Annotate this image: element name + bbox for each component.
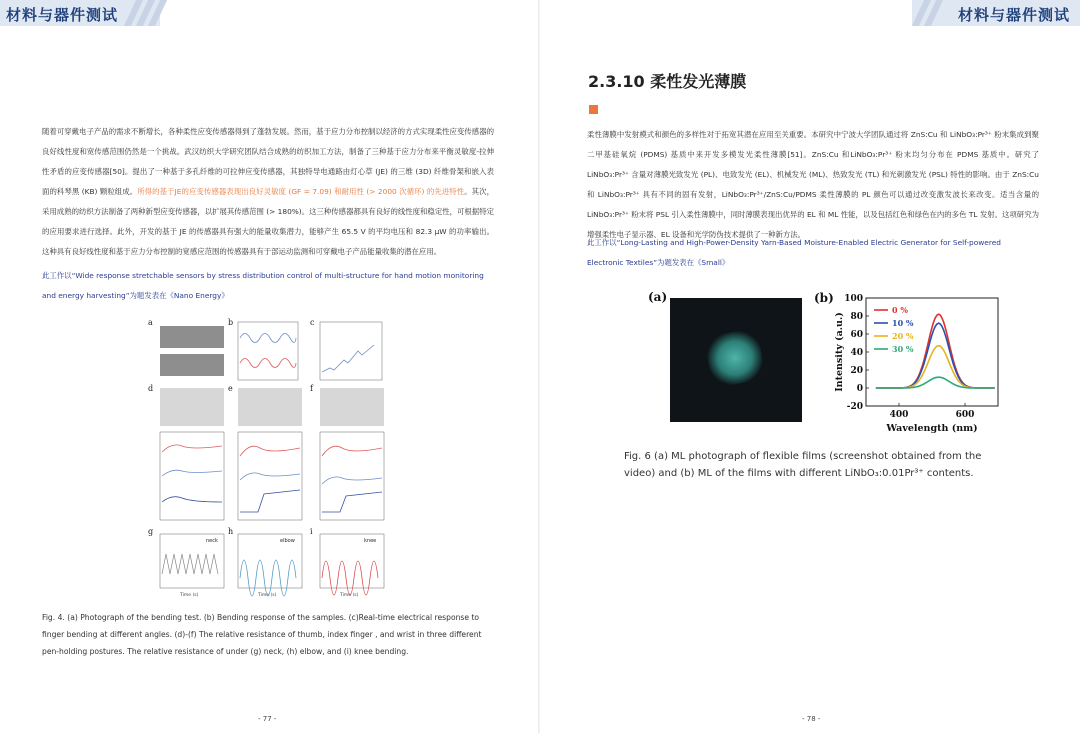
left-page-header — [0, 0, 160, 26]
ml-photograph — [670, 298, 802, 422]
panel-title-knee: knee — [364, 538, 377, 544]
panel-title-neck: neck — [206, 538, 218, 544]
caption-line-2: video) and (b) ML of the films with different LiNbO₃:0.01Pr³⁺ contents. — [624, 468, 974, 479]
right-page-header — [912, 0, 1080, 26]
x-axis-label: Wavelength (nm) — [886, 423, 978, 434]
ml-spectrum-chart — [834, 294, 998, 434]
panel-label-h: h — [228, 527, 234, 536]
caption-line-1: Fig. 6 (a) ML photograph of flexible films (screenshot obtained from the — [624, 451, 982, 462]
legend-label-1: 10 % — [892, 318, 914, 328]
figure-4-caption: Fig. 4. (a) Photograph of the bending test. (b) Bending response of the samples. (c)Real-time electrical response to finger bending at different angles. (d)-(f) The relative resistance of thumb, index finger , and wrist in three different pen-holding postures. The relative resistance of under (g) neck, (h) elbow, and (i) knee bending. — [42, 613, 482, 656]
right-page-number: - 78 - — [802, 715, 821, 723]
y-axis-label: Intensity (a.u.) — [834, 312, 845, 392]
figure-4 — [146, 316, 386, 600]
left-body-paragraph: 随着可穿戴电子产品的需求不断增长，各种柔性应变传感器得到了蓬勃发展。然而，基于应力分布控制以经济的方式实现柔性应变传感器的良好线性度和宽传感范围仍然是一个挑战。武汉纺织大学研究团队结合成熟的纺织加工方法，制备了三种基于应力分布来平衡灵敏度-拉伸性矛盾的应变传感器[50]。提出了一种基于多孔纤维的可拉伸应变传感器，其独特导电通路由灯心草 (JE) 的三维 (3D) 纤维骨架和嵌入表面的科琴黑 (KB) 颗粒组成。所得的基于JE的应变传感器表现出良好灵敏度 (GF = 7.09) 和耐用性 (> 2000 次循环) 的先进特性。其次，采用成熟的纺织方法制备了两种新型应变传感器，以扩展其传感范围 (> 180%)。这三种传感器都具有良好的线性度和稳定性，可根据特定的应用要求进行选择。此外，开发的基于 JE 的传感器具有强大的能量收集潜力，能够产生 65.5 V 的平均电压和 82.3 μW 的功率输出。这种具有良好线性度和基于应力分布控制的宽感应范围的传感器具有于部运动监测和可穿戴电子产品能量收集的潜在应用。 — [42, 127, 494, 256]
y-tick-label: 20 — [850, 366, 863, 376]
panel-label-i: i — [310, 527, 313, 536]
left-page-number: - 77 - — [258, 715, 277, 723]
x-tick-label: 600 — [955, 410, 975, 420]
panel-label-b: b — [228, 318, 234, 327]
x-tick-label: 400 — [889, 410, 909, 420]
y-tick-label: 0 — [856, 384, 863, 394]
right-body-paragraph: 柔性薄膜中发射模式和颜色的多样性对于拓宽其潜在应用至关重要。本研究中宁波大学团队通过将 ZnS:Cu 和 LiNbO₃:Pr³⁺ 粉末集成到聚二甲基硅氧烷 (PDMS) 基质中来开发多模发光柔性薄膜[51]。ZnS:Cu 和LiNbO₃:Pr³⁺ 粉末均匀分布在 PDMS 基质中。研究了 LiNbO₃:Pr³⁺ 含量对薄膜光致发光 (PL)、电致发光 (EL)、机械发光 (ML)、热致发光 (TL) 和光刺激发光 (PSL) 特性的影响。由于 ZnS:Cu 和 LiNbO₃:Pr³⁺ 具有不同的固有发射，LiNbO₃:Pr³⁺/ZnS:Cu/PDMS 柔性薄膜的 PL 颜色可以通过改变激发波长来改变。适当含量的 LiNbO₃:Pr³⁺ 粉末将 PSL 引入柔性薄膜中，同时薄膜表现出优异的 EL 和 ML 性能，以及包括红色和绿色在内的多色 TL 发射。这项研究为增强柔性电子显示器、EL 设备和光学防伪技术提供了一种新方法。 — [587, 130, 1039, 239]
panel-label-f: f — [310, 384, 313, 393]
y-tick-label: 80 — [850, 312, 863, 322]
figure-6b — [812, 290, 1012, 438]
panel-label-a: a — [148, 318, 153, 327]
right-page — [540, 0, 1080, 733]
axis-label-g: Time (s) — [180, 593, 199, 598]
panel-label-g: g — [148, 527, 154, 536]
figure-6a — [648, 290, 806, 426]
legend-label-2: 20 % — [892, 331, 914, 341]
panel-a-label: (a) — [648, 290, 668, 304]
panel-label-e: e — [228, 384, 233, 393]
panel-b-label: (b) — [814, 291, 834, 305]
panel-label-d: d — [148, 384, 154, 393]
panel-title-elbow: elbow — [280, 538, 295, 544]
right-source-note: 此工作以“Long-Lasting and High-Power-Density Yarn-Based Moisture-Enabled Electric Generator for Self-powered Electronic Textiles”为题发表在《Small》 — [587, 238, 1001, 267]
left-source-note: 此工作以“Wide response stretchable sensors by stress distribution control of multi-structure for hand motion monitoring and energy harvesting”为题发表在《Nano Energy》 — [42, 271, 484, 300]
series-line-3 — [876, 377, 995, 388]
right-header-title: 材料与器件测试 — [957, 6, 1070, 24]
glowing-film — [703, 327, 767, 389]
section-marker — [589, 105, 598, 114]
y-tick-label: 100 — [844, 294, 863, 304]
section-title: 2.3.10 柔性发光薄膜 — [588, 72, 747, 91]
panel-label-c: c — [310, 318, 315, 327]
axis-label-i: Time (s) — [340, 593, 359, 598]
legend-label-0: 0 % — [892, 305, 908, 315]
figure-6-caption — [624, 448, 1064, 482]
legend-label-3: 30 % — [892, 344, 914, 354]
y-tick-label: 40 — [850, 348, 863, 358]
highlighted-text: 所得的基于JE的应变传感器表现出良好灵敏度 (GF = 7.09) 和耐用性 (> 2000 次循环) 的先进特性 — [137, 187, 465, 196]
axis-label-h: Time (s) — [258, 593, 277, 598]
y-tick-label: -20 — [846, 402, 863, 412]
left-header-title: 材料与器件测试 — [6, 6, 119, 24]
y-tick-label: 60 — [850, 330, 863, 340]
bending-photo — [160, 326, 224, 348]
